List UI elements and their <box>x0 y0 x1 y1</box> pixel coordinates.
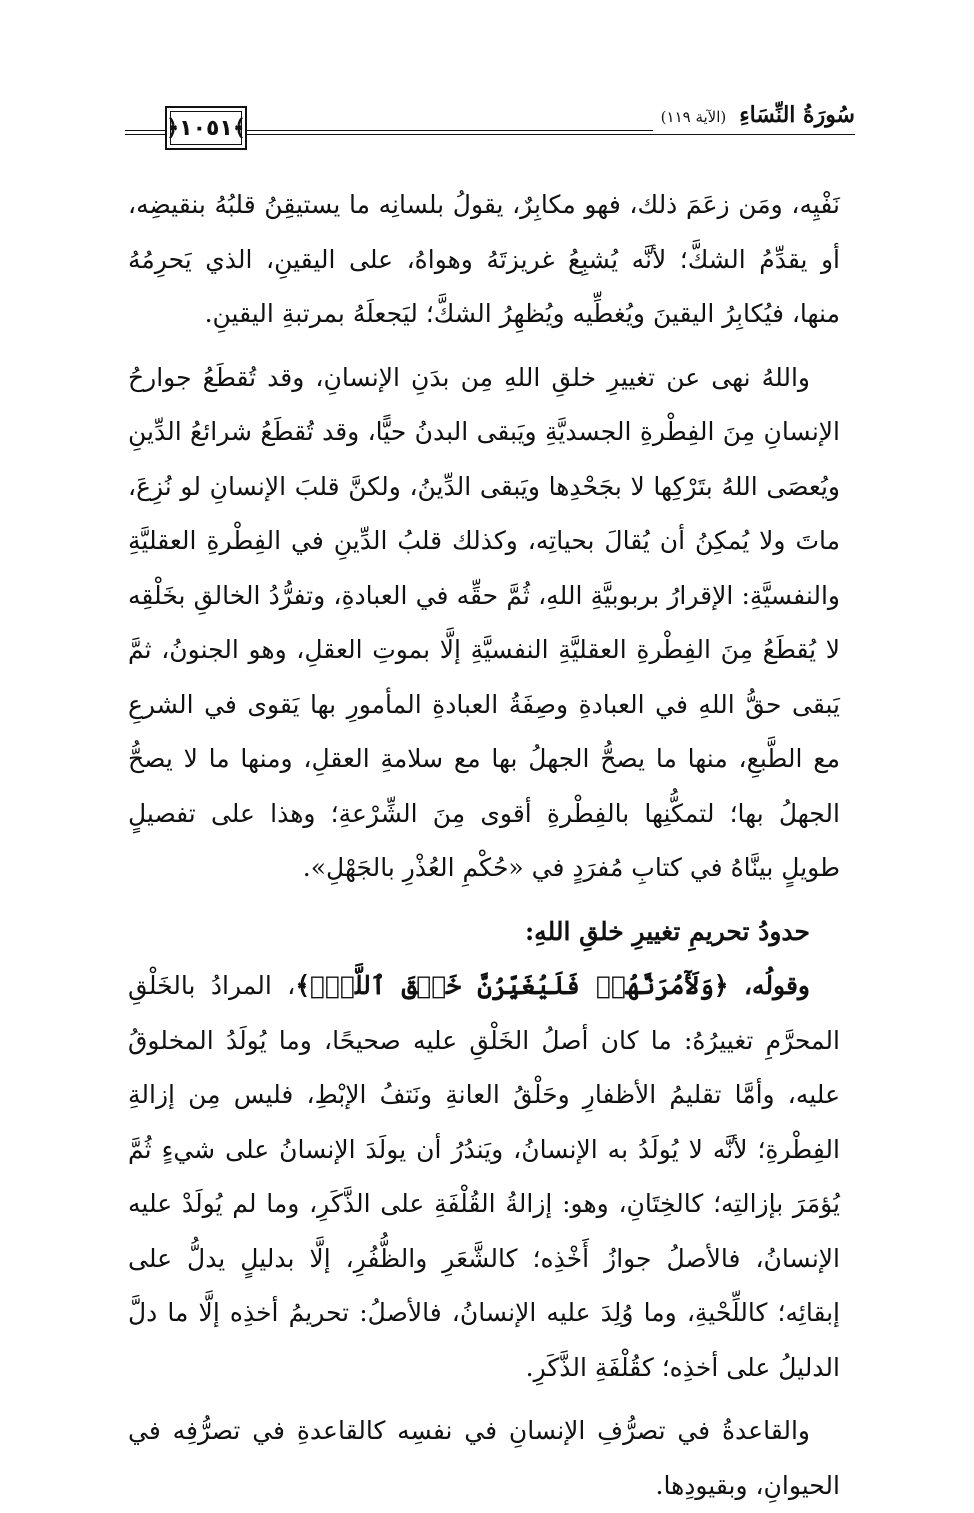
paragraph-verse-commentary <box>128 959 840 1395</box>
running-title <box>653 100 855 132</box>
surah-title: سُورَةُ النِّسَاءِ <box>739 102 855 128</box>
quran-quote: ﴿وَلَأٓمُرَنَّهُمۡ فَلَيُغَيِّرُنَّ خَلۡقَ ٱللَّهِۚ﴾ <box>295 971 729 1000</box>
paragraph-continuation: نَفْيِه، ومَن زعَمَ ذلك، فهو مكابِرٌ، يقولُ بلسانِه ما يستيقِنُ قلبُهُ بنقيضِه، أو يقدِّمُ الشكَّ؛ لأنَّه يُشبِعُ غريزتَهُ وهواهُ، على اليقينِ، الذي يَحرِمُهُ منها، فيُكابِرُ اليقينَ ويُغطِّيه ويُظهِرُ الشكَّ؛ ليَجعلَهُ بمرتبةِ اليقينِ. <box>128 190 840 328</box>
paragraph-rule: والقاعدةُ في تصرُّفِ الإنسانِ في نفسِه كالقاعدةِ في تصرُّفِه في الحيوانِ، وبقيودِها. <box>128 1416 840 1500</box>
verse-reference: (الآية ١١٩) <box>660 108 727 126</box>
page-body <box>128 178 840 1513</box>
section-heading: حدودُ تحريمِ تغييرِ خلقِ اللهِ: <box>524 916 810 946</box>
paragraph-body-mutilation: واللهُ نهى عن تغييرِ خلقِ اللهِ مِن بدَنِ الإنسانِ، وقد تُقطَعُ جوارحُ الإنسانِ مِنَ الفِطْرةِ الجسديَّةِ ويَبقى البدنُ حيًّا، وقد تُقطَعُ شرائعُ الدِّينِ ويُعصَى اللهُ بتَرْكِها لا بجَحْدِها ويَبقى الدِّينُ، ولكنَّ قلبَ الإنسانِ لو نُزِعَ، ماتَ ولا يُمكِنُ أن يُقالَ بحياتِه، وكذلك قلبُ الدِّينِ في الفِطْرةِ العقليَّةِ والنفسيَّةِ: الإقرارُ بربوبيَّةِ اللهِ، ثُمَّ حقِّه في العبادةِ، وتفرُّدُ الخالقِ بخَلْقِه لا يُقطَعُ مِنَ الفِطْرةِ العقليَّةِ النفسيَّةِ إلَّا بموتِ العقلِ، وهو الجنونُ، ثمَّ يَبقى حقُّ اللهِ في العبادةِ وصِفَةُ العبادةِ المأمورِ بها يَقوى في الشرعِ مع الطَّبعِ، منها ما يصحُّ الجهلُ بها مع سلامةِ العقلِ، ومنها ما لا يصحُّ الجهلُ بها؛ لتمكُّنِها بالفِطْرةِ أقوى مِنَ الشِّرْعةِ؛ وهذا على تفصيلٍ طويلٍ بينَّاهُ في كتابِ مُفرَدٍ في «حُكْمِ العُذْرِ بالجَهْلِ». <box>128 362 840 882</box>
lead-phrase: وقولُه، <box>743 971 810 1000</box>
page-number-box <box>165 106 247 150</box>
page-number: ﴿١٠٥١﴾ <box>170 111 242 145</box>
commentary-text: ، المرادُ بالخَلْقِ المحرَّمِ تغييرُهُ: ما كان أصلُ الخَلْقِ عليه صحيحًا، وما يُولَدُ المخلوقُ عليه، وأمَّا تقليمُ الأظفارِ وحَلْقُ العانةِ ونَتفُ الإبْطِ، فليس مِن إزالةِ الفِطْرةِ؛ لأنَّه لا يُولَدُ به الإنسانُ، ويَندُرُ أن يولَدَ الإنسانُ على شيءٍ ثُمَّ يُؤمَرَ بإزالتِه؛ كالخِتَانِ، وهو: إزالةُ القُلْفَةِ على الذَّكَرِ، وما لم يُولَدْ عليه الإنسانُ، فالأصلُ جوازُ أَخْذِه؛ كالشَّعَرِ والظُّفُرِ، إلَّا بدليلٍ يدلُّ على إبقائِه؛ كاللِّحْيةِ، وما وُلِدَ عليه الإنسانُ، فالأصلُ: تحريمُ أخذِه إلَّا ما دلَّ الدليلُ على أخذِه؛ كقُلْفَةِ الذَّكَرِ. <box>128 971 840 1382</box>
page-header <box>125 100 855 160</box>
